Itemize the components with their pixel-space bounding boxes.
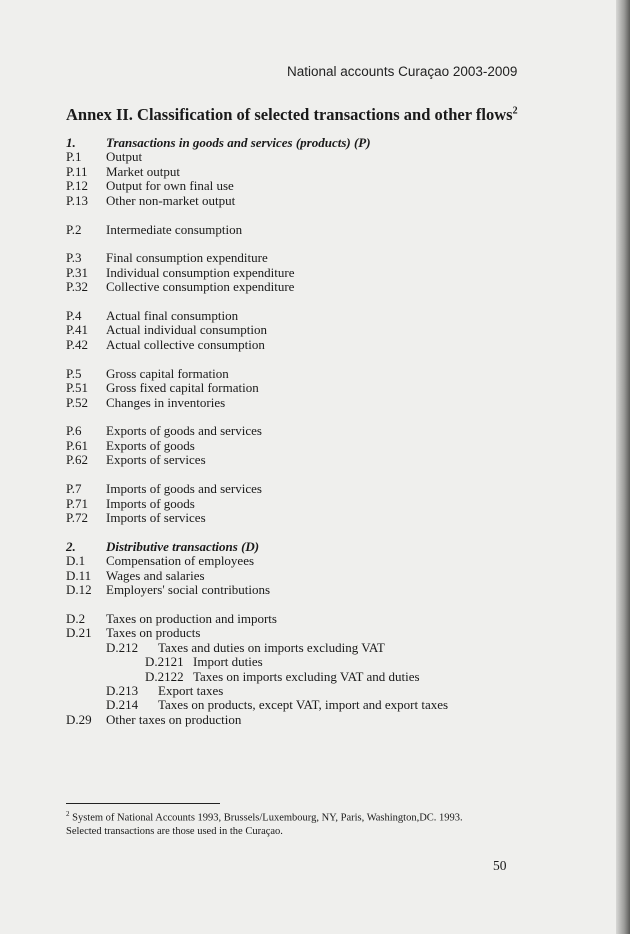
item-label: Exports of goods bbox=[106, 437, 195, 453]
item-code: D.1 bbox=[66, 553, 86, 569]
item-label: Actual collective consumption bbox=[106, 336, 265, 352]
item-code: P.72 bbox=[66, 509, 89, 525]
footnote bbox=[66, 808, 463, 838]
item-label: Transactions in goods and services (products) (P) bbox=[106, 135, 371, 150]
item-label: Market output bbox=[106, 163, 181, 179]
item-label: Taxes and duties on imports excluding VAT bbox=[158, 639, 385, 655]
item-code: P.7 bbox=[66, 481, 82, 497]
item-label: Export taxes bbox=[158, 683, 224, 699]
item-code: P.62 bbox=[66, 452, 89, 468]
item-code: P.5 bbox=[66, 365, 82, 381]
footnote-ref: 2 bbox=[512, 105, 518, 117]
item-code: P.52 bbox=[66, 394, 89, 410]
item-code: P.13 bbox=[66, 192, 89, 208]
footnote-line-1: System of National Accounts 1993, Brussels/Luxembourg, NY, Paris, Washington,DC. 1993. bbox=[69, 812, 463, 824]
item-label: Output bbox=[106, 149, 143, 165]
item-code: P.41 bbox=[66, 322, 89, 338]
item-code: P.12 bbox=[66, 178, 89, 194]
item-code: P.2 bbox=[66, 221, 82, 237]
item-code: D.12 bbox=[66, 582, 92, 598]
item-label: Imports of goods bbox=[106, 495, 195, 511]
title-text: Annex II. Classification of selected transactions and other flows bbox=[66, 105, 513, 124]
item-label: Exports of goods and services bbox=[106, 423, 262, 439]
item-label: Compensation of employees bbox=[106, 553, 255, 569]
item-code: P.4 bbox=[66, 308, 82, 324]
item-code: P.71 bbox=[66, 495, 89, 511]
item-label: Wages and salaries bbox=[106, 567, 205, 583]
footnote-mark: 2 bbox=[66, 810, 70, 818]
page-edge-shadow bbox=[616, 0, 630, 934]
item-code: D.212 bbox=[106, 639, 139, 655]
item-label: Other non-market output bbox=[106, 192, 236, 208]
item-code: P.6 bbox=[66, 423, 82, 439]
item-code: 1. bbox=[66, 135, 76, 150]
item-code: P.42 bbox=[66, 336, 89, 352]
item-label: Actual individual consumption bbox=[106, 322, 268, 338]
item-code: 2. bbox=[66, 538, 76, 554]
item-label: Taxes on products bbox=[106, 625, 201, 641]
item-label: Individual consumption expenditure bbox=[106, 264, 295, 280]
item-code: D.214 bbox=[106, 697, 139, 713]
item-code: P.1 bbox=[66, 149, 82, 165]
item-code: P.11 bbox=[66, 163, 88, 179]
item-code: D.11 bbox=[66, 567, 92, 583]
item-code: D.2122 bbox=[145, 668, 184, 684]
item-label: Imports of goods and services bbox=[106, 481, 262, 497]
item-label: Intermediate consumption bbox=[106, 221, 243, 237]
item-code: D.29 bbox=[66, 711, 92, 727]
item-code: P.31 bbox=[66, 264, 89, 280]
item-label: Import duties bbox=[193, 654, 263, 670]
item-label: Exports of services bbox=[106, 452, 206, 468]
footnote-line-2: Selected transactions are those used in the Curaçao. bbox=[66, 825, 283, 837]
item-label: Employers' social contributions bbox=[106, 582, 271, 598]
item-label: Collective consumption expenditure bbox=[106, 279, 295, 295]
item-code: P.3 bbox=[66, 250, 82, 266]
item-label: Taxes on imports excluding VAT and duties bbox=[193, 668, 420, 684]
item-label: Taxes on products, except VAT, import and export taxes bbox=[158, 697, 449, 713]
item-label: Actual final consumption bbox=[106, 308, 239, 324]
item-code: D.213 bbox=[106, 683, 139, 699]
item-code: D.2 bbox=[66, 610, 86, 626]
item-code: D.21 bbox=[66, 625, 92, 641]
footnote-divider bbox=[66, 803, 220, 804]
item-code: D.2121 bbox=[145, 654, 184, 670]
item-label: Other taxes on production bbox=[106, 711, 242, 727]
item-label: Taxes on production and imports bbox=[106, 610, 277, 626]
item-label: Gross fixed capital formation bbox=[106, 380, 259, 396]
item-label: Distributive transactions (D) bbox=[106, 538, 260, 554]
item-label: Output for own final use bbox=[106, 178, 234, 194]
running-header: National accounts Curaçao 2003-2009 bbox=[287, 64, 518, 79]
item-code: P.51 bbox=[66, 380, 89, 396]
page-title bbox=[66, 105, 518, 125]
item-label: Imports of services bbox=[106, 509, 206, 525]
item-label: Final consumption expenditure bbox=[106, 250, 268, 266]
item-code: P.32 bbox=[66, 279, 89, 295]
item-label: Gross capital formation bbox=[106, 365, 229, 381]
item-label: Changes in inventories bbox=[106, 394, 226, 410]
page-number: 50 bbox=[493, 858, 507, 873]
item-code: P.61 bbox=[66, 437, 89, 453]
